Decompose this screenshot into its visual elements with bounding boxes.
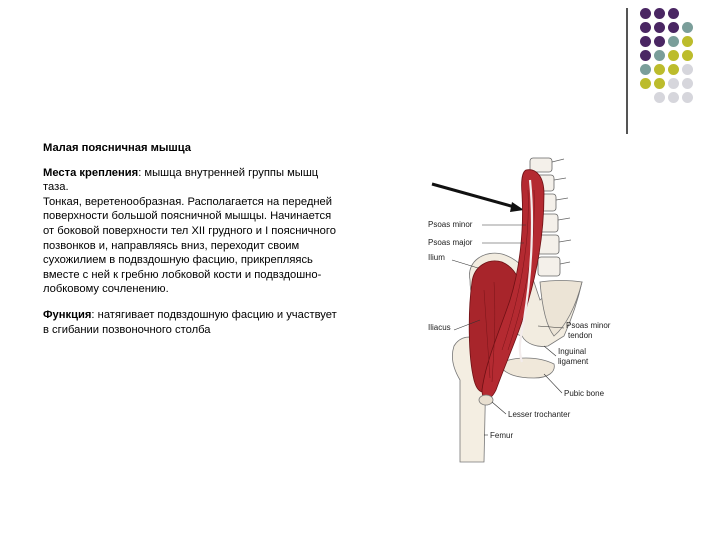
decorative-dot (682, 92, 693, 103)
decorative-dot (682, 36, 693, 47)
function-label: Функция (43, 308, 92, 321)
decorative-dot (654, 8, 665, 19)
function-paragraph (43, 308, 343, 337)
decorative-dot (654, 36, 665, 47)
decorative-dot (654, 22, 665, 33)
decorative-dot (668, 8, 679, 19)
decorative-dot (668, 78, 679, 89)
label-psoas-minor-tendon-1: Psoas minor (566, 321, 611, 330)
decorative-dot (682, 50, 693, 61)
decorative-dot (654, 50, 665, 61)
attachment-description: Тонкая, веретенообразная. Располагается на передней поверхности большой поясничной мышцы. Начинается от боковой поверхности тел XII грудного и I поясничного позвонков и, направляясь вниз, переходит своим сухожилием в подвздошную фасцию, прикрепляясь вместе с ней к гребню лобковой кости и подвздошно-лобковому сочленению. (43, 195, 336, 296)
label-inguinal-1: Inguinal (558, 347, 587, 356)
decorative-dot (668, 22, 679, 33)
decorative-dot (640, 22, 651, 33)
decorative-dot (668, 64, 679, 75)
decorative-dot (654, 78, 665, 89)
slide-title: Малая поясничная мышца (43, 142, 191, 154)
label-psoas-minor-tendon-2: tendon (568, 331, 593, 340)
decorative-dot (654, 64, 665, 75)
decorative-dot (640, 8, 651, 19)
label-psoas-major: Psoas major (428, 238, 473, 247)
pointer-arrow (432, 184, 518, 208)
label-ilium: Ilium (428, 253, 445, 262)
anatomy-illustration (426, 150, 626, 465)
label-lesser-trochanter: Lesser trochanter (508, 410, 571, 419)
decorative-dot (640, 64, 651, 75)
slide-text (43, 141, 343, 337)
decorative-dot (640, 50, 651, 61)
label-femur: Femur (490, 431, 514, 440)
decorative-dot (668, 92, 679, 103)
decorative-dot (654, 92, 665, 103)
decorative-dot (640, 36, 651, 47)
label-psoas-minor: Psoas minor (428, 220, 473, 229)
attachment-paragraph (43, 166, 343, 195)
decorative-dot (668, 36, 679, 47)
decorative-dot (668, 50, 679, 61)
attachment-label: Места крепления (43, 166, 139, 179)
decorative-dot (682, 64, 693, 75)
attachment-text: : мышца внутренней группы мышц таза. (43, 166, 319, 194)
decorative-dot (640, 78, 651, 89)
label-inguinal-2: ligament (558, 357, 589, 366)
label-pubic-bone: Pubic bone (564, 389, 605, 398)
decorative-vertical-line (626, 8, 628, 134)
decorative-dot (682, 22, 693, 33)
label-iliacus: Iliacus (428, 323, 451, 332)
pointer-arrowhead (510, 202, 524, 212)
lesser-trochanter (479, 395, 493, 405)
decorative-dot (682, 78, 693, 89)
function-text: : натягивает подвздошную фасцию и участвует в сгибании позвоночного столба (43, 308, 337, 336)
